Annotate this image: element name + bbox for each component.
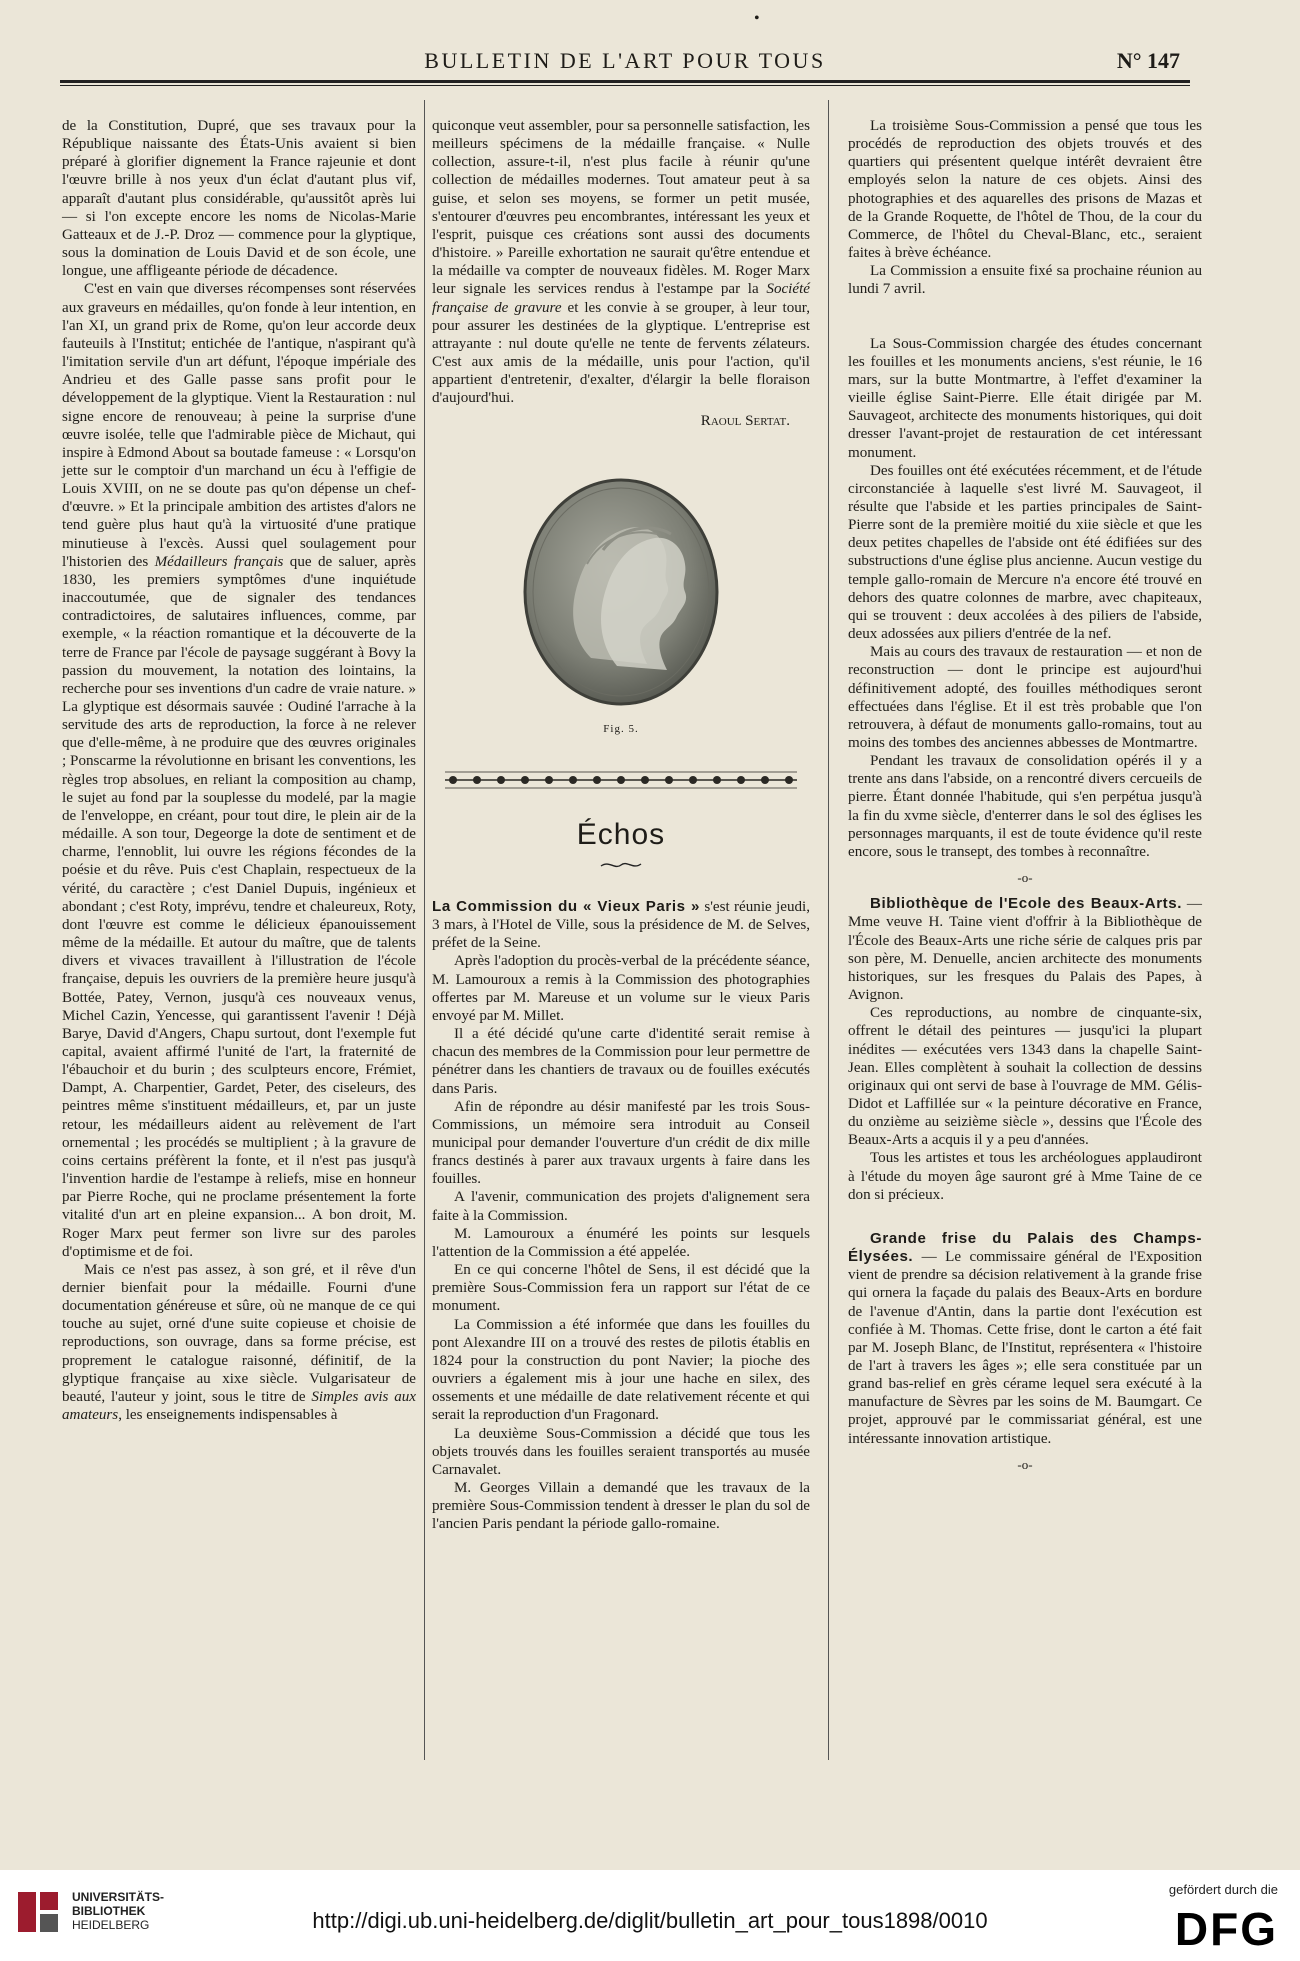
book-title: Médailleurs français (154, 553, 284, 570)
article-heading: Bibliothèque de l'Ecole des Beaux-Arts. (870, 895, 1183, 913)
paragraph: C'est en vain que diverses récompenses sont réservées aux graveurs en médailles, qu'on fonde à leur intention, en l'an XI, un grand prix de Rome, qu'on leur accorde deux fauteuils à l'Institut; entichée de l'antique, n'aspirant qu'à l'imitation servile d'un art défunt, l'époque impériale des Andrieu et des Galle passe sans profit pour le développement de la glyptique. Vient la Restauration : nul signe encore de renouveau; à peine la surprise d'une œuvre isolée, telle que l'admirable pièce de Michaut, qui inspire à Edmond About sa boutade fameuse : « Lorsqu'on jette sur le comptoir d'un marchand un écu à l'effigie de Louis XVIII, on ne se doute pas qu'on dépense un chef-d'œuvre. » Et la principale ambition des artistes d'alors ne tend guère plus haut qu'à la virtuosité d'une pratique minutieuse à l'excès. Aussi quel soulagement pour l'historien des Médailleurs français que de saluer, après 1830, les premiers symptômes d'une inquiétude inaccoutumée, que de signaler des tendances contradictoires, de salutaires influences, comme, par exemple, « la réaction romantique et la découverte de la terre de France par l'école de paysage suggérant à Bovy la passion du mouvement, la notation des lointains, la recherche pour ses inventions d'un cadre de vraie nature. » La glyptique est désormais sauvée : Oudiné l'arrache à la servitude des arts de reproduction, la force à ne relever que d'elle-même, à ne produire que des œuvres originales ; Ponscarme la révolutionne en brisant les conventions, les règles trop absolues, en reliant la composition au champ, le sujet au fond par la souplesse du modelé, par la magie de l'enveloppe, en créant, pour tout dire, le plein air de la médaille. A son tour, Degeorge la dote de sentiment et de charme, l'ennoblit, lui ouvre les régions fécondes de la poésie et du rêve. Puis c'est Chaplain, respectueux de la vérité, du caractère ; c'est Daniel Dupuis, ingénieux et abondant ; c'est Roty, imprévu, tendre et chaleureux, Roty, dont l'œuvre est comme le délicieux épanouissement même de la médaille. Et autour du maître, que de talents divers et vivaces travaillent à l'illustration de l'école française, depuis les ouvriers de la première heure jusqu'à Bottée, Patey, Vernon, jusqu'à ces nouveaux venus, Michel Cazin, Yencesse, qui garantissent l'avenir ! Déjà Barye, David d'Angers, Chapu surtout, dont l'exemple fut capital, avaient affirmé l'unité de l'art, la fraternité de l'ébauchoir et du burin ; des sculpteurs encore, Frémiet, Dampt, A. Charpentier, Gardet, Peter, des ciseleurs, des peintres même s'instituent médailleurs, et, par un juste retour, les médailleurs aident au relèvement de l'art ornemental ; les procédés se multiplient ; à la gravure de coins certains préfèrent la fonte, et il n'est pas jusqu'à l'invention hardie de l'estampe à reliefs, mise en honneur par Pierre Roche, qui ne proclame présentement la forte vitalité d'un art en pleine expansion... A bon droit, M. Roger Marx peut fermer son livre sur des paroles d'optimisme et de foi. (62, 281, 416, 1260)
book-title: Simples avis aux amateurs (62, 1388, 417, 1424)
article-paragraph: M. Georges Villain a demandé que les travaux de la première Sous-Commission tendent à dresser le plan du sol de l'ancien Paris pendant la période gallo-romaine. (432, 1479, 810, 1533)
header-rule-thin (60, 85, 1190, 86)
article-paragraph: Après l'adoption du procès-verbal de la précédente séance, M. Lamouroux a remis à la Commission des photographies offertes par M. Mareuse et un volume sur le vieux Paris envoyé par M. Millet. (432, 953, 810, 1024)
page-header (60, 10, 1190, 82)
article-heading: La Commission du « Vieux Paris » (432, 897, 700, 915)
author-signature: Raoul Sertat. (700, 412, 790, 429)
title-flourish (599, 860, 643, 870)
article-paragraph: Mais au cours des travaux de restauration — et non de reconstruction — dont le principe est aujourd'hui définitivement adopté, des fouilles méthodiques seront effectuées dans l'église. Et il est très probable que l'on retrouvera, à défaut de monuments gallo-romains, tout au moins des tombes des anciennes abbesses de Montmartre. (848, 644, 1202, 751)
column-2 (432, 117, 810, 1533)
article-paragraph: Ces reproductions, au nombre de cinquante-six, offrent le détail des peintures — jusqu'ici la plupart inédites — exécutées vers 1343 dans la chapelle Saint-Jean. Elles complètent à souhait la collection de dessins originaux qui ont servi de base à l'ouvrage de MM. Gélis-Didot et Laffillée sur « la peinture décorative en France, du onzième au seizième siècle », dessins que l'École des Beaux-Arts a acquis il y a peu d'années. (848, 1005, 1202, 1149)
article-paragraph: Il a été décidé qu'une carte d'identité serait remise à chacun des membres de la Commission pour leur permettre de pénétrer dans les chantiers de travaux ou de fouilles exécutés dans Paris. (432, 1026, 810, 1097)
article-paragraph: Afin de répondre au désir manifesté par les trois Sous-Commissions, un mémoire sera introduit au Conseil municipal pour demander l'ouverture d'un crédit de dix mille francs destinés à parer aux travaux urgents à faire dans les fouilles. (432, 1098, 810, 1188)
separator: -o- (1017, 870, 1033, 886)
article-paragraph: La Sous-Commission chargée des études concernant les fouilles et les monuments anciens, s'est réunie, le 16 mars, sur la butte Montmartre, à l'effet d'examiner la vieille église Saint-Pierre. Elle était dirigée par M. Sauvageot, architecte des monuments historiques, qui doit dresser l'avant-projet de restauration de cet intéressant monument. (848, 335, 1202, 461)
source-url-link[interactable]: http://digi.ub.uni-heidelberg.de/diglit/bulletin_art_pour_tous1898/0010 (312, 1908, 988, 1933)
article-paragraph: A l'avenir, communication des projets d'alignement sera faite à la Commission. (432, 1189, 810, 1224)
header-rule (60, 80, 1190, 83)
society-name: Société française de gravure (432, 281, 810, 316)
article-paragraph: En ce qui concerne l'hôtel de Sens, il est décidé que la première Sous-Commission fera un rapport sur l'état de ce monument. (432, 1262, 810, 1315)
dfg-logo: DFG (1174, 1903, 1278, 1955)
figure-caption: Fig. 5. (603, 722, 639, 735)
article-paragraph: La Commission du « Vieux Paris » s'est réunie jeudi, 3 mars, à l'Hotel de Ville, sous la présidence de M. de Selves, préfet de la Seine. (432, 897, 810, 952)
article-paragraph: La troisième Sous-Commission a pensé que tous les procédés de reproduction des objets trouvés et des quartiers qui présentent quelque intérêt devraient être employés selon la nature de ces objets. Ainsi des photographies et des aquarelles des prisons de Mazas et de la Grande Roquette, de l'hôtel de Thou, de la cour du Commerce, de l'hôtel du Cheval-Blanc, etc., seraient faites à brève échéance. (848, 118, 1202, 262)
funder-label: gefördert durch die (1168, 1882, 1278, 1897)
article-paragraph: Grande frise du Palais des Champs-Élysées. — Le commissaire général de l'Exposition vient de prendre sa décision relativement à la grande frise qui ornera la façade du palais des Beaux-Arts en bordure de l'avenue d'Antin, dans la partie dont l'exécution est confiée à M. Thomas. Cette frise, dont le carton a été fait par M. Joseph Blanc, de l'Institut, représentera « l'histoire de l'art à travers les âges »; elle sera constituée par un grand bas-relief en grès cérame lequel sera exécuté à la manufacture de Sèvres par les soins de M. Baumgart. Ce projet, approuvé par le commissariat général, est une intéressante innovation artistique. (848, 1229, 1202, 1447)
article-paragraph: La Commission a été informée que dans les fouilles du pont Alexandre III on a trouvé des restes de pilotis établis en 1824 pour la construction du pont Navier; la pioche des ouvriers a également mis à jour une hache en silex, des ossements et une médaille de date relativement récente et qui serait la reproduction d'un Fragonard. (432, 1316, 810, 1424)
ornament-divider (441, 768, 801, 792)
article-paragraph: La deuxième Sous-Commission a décidé que tous les objets trouvés dans les fouilles seraient transportés au musée Carnavalet. (432, 1425, 810, 1478)
separator: -o- (1017, 1456, 1033, 1472)
digitization-footer (0, 1870, 1300, 1961)
column-divider (424, 100, 425, 1760)
issue-number: N° 147 (1116, 48, 1180, 73)
university-library-name: UNIVERSITÄTS- BIBLIOTHEK HEIDELBERG (72, 1890, 165, 1932)
article-paragraph: M. Lamouroux a énuméré les points sur lesquels l'attention de la Commission a été appelée. (432, 1225, 810, 1260)
article-heading: Grande frise du Palais des Champs-Élysées. (848, 1229, 1202, 1266)
paragraph: Mais ce n'est pas assez, à son gré, et il rêve d'un dernier bienfait pour la médaille. Fourni d'une documentation généreuse et sûre, où ne manque de ce qui touche au sujet, orné d'une suite copieuse et choisie de reproductions, son ouvrage, dans sa forme précise, est proprement le catalogue raisonné, définitif, de la glyptique française au xixe siècle. Vulgarisateur de beauté, l'auteur y joint, sous le titre de Simples avis aux amateurs, les enseignements indispensables à (62, 1261, 417, 1424)
article-paragraph: La Commission a ensuite fixé sa prochaine réunion au lundi 7 avril. (848, 263, 1202, 298)
journal-title: BULLETIN DE L'ART POUR TOUS (424, 48, 826, 73)
section-title: Échos (576, 817, 666, 851)
header-dot: • (754, 10, 760, 27)
article-paragraph: Pendant les travaux de consolidation opérés il y a trente ans dans l'abside, on a rencontré divers cercueils de pierre. Étant donnée l'habitude, qui s'en perpétua jusqu'à la fin du xvme siècle, d'enterrer dans le sol des églises les personnages marquants, il est de toute évidence qu'il reste encore, sous le transept, des tombes à reconnaître. (848, 753, 1202, 860)
article-paragraph: Des fouilles ont été exécutées récemment, et de l'étude circonstanciée à laquelle s'est livré M. Sauvageot, il résulte que l'abside et les parties principales de Saint-Pierre sont de la première moitié du xiie siècle et que les deux petites chapelles de l'abside ont été édifiées sur des substructions d'une église plus ancienne. Aucun vestige du temple gallo-romain de Mercure n'a encore été trouvé en dehors des quatre colonnes de marbre, avec chapiteaux, qui se trouvent : deux accolées à des piliers de l'abside, deux adossées aux piliers d'entrée de la nef. (848, 462, 1202, 643)
paragraph: de la Constitution, Dupré, que ses travaux pour la République naissante des États-Unis avaient si bien préparé à glorifier dignement la France rajeunie et dont l'œuvre brille à nos yeux d'un éclat d'autant plus vif, apparaît d'autant plus considérable, qu'aussitôt après lui — si l'on excepte encore les noms de Nicolas-Marie Gatteaux et de J.-P. Droz — commence pour la glyptique, sous la domination de Louis David et de son école, une longue, une affligeante période de décadence. (62, 118, 416, 280)
article-paragraph: Bibliothèque de l'Ecole des Beaux-Arts. — Mme veuve H. Taine vient d'offrir à la Bibliothèque de l'École des Beaux-Arts une riche série de calques pris par son père, M. Denuelle, ancien architecte des monuments historiques, sur les fresques du Palais des Papes, à Avignon. (848, 895, 1202, 1004)
paragraph: quiconque veut assembler, pour sa personnelle satisfaction, les meilleurs spécimens de la médaille française. « Nulle collection, assure-t-il, n'est plus facile à réunir qu'une collection de médailles modernes. Tout amateur peut à sa guise, et selon ses moyens, se former un petit musée, s'entourer d'œuvres peu encombrantes, intéressant les yeux et l'esprit, puisque ces créations sont aussi des documents d'histoire. » Pareille exhortation ne saurait qu'être entendue et la médaille va compter de nouveaux fidèles. M. Roger Marx leur signale les services rendus à l'estampe par la Société française de gravure et les convie à se grouper, à leur tour, pour assurer les destinées de la glyptique. L'entreprise est attrayante : nul doute qu'elle ne tente de fervents zélateurs. C'est aux amis de la médaille, unis pour l'action, qu'il appartient d'entretenir, d'exalter, d'élargir la belle floraison d'aujourd'hui. (432, 118, 810, 407)
column-1 (62, 117, 416, 1424)
column-divider (828, 100, 829, 1760)
medal-illustration (471, 468, 771, 716)
column-3 (848, 117, 1202, 1482)
article-paragraph: Tous les artistes et tous les archéologues applaudiront à l'étude du moyen âge sauront gré à Mme Taine de ce don si précieux. (848, 1150, 1202, 1203)
